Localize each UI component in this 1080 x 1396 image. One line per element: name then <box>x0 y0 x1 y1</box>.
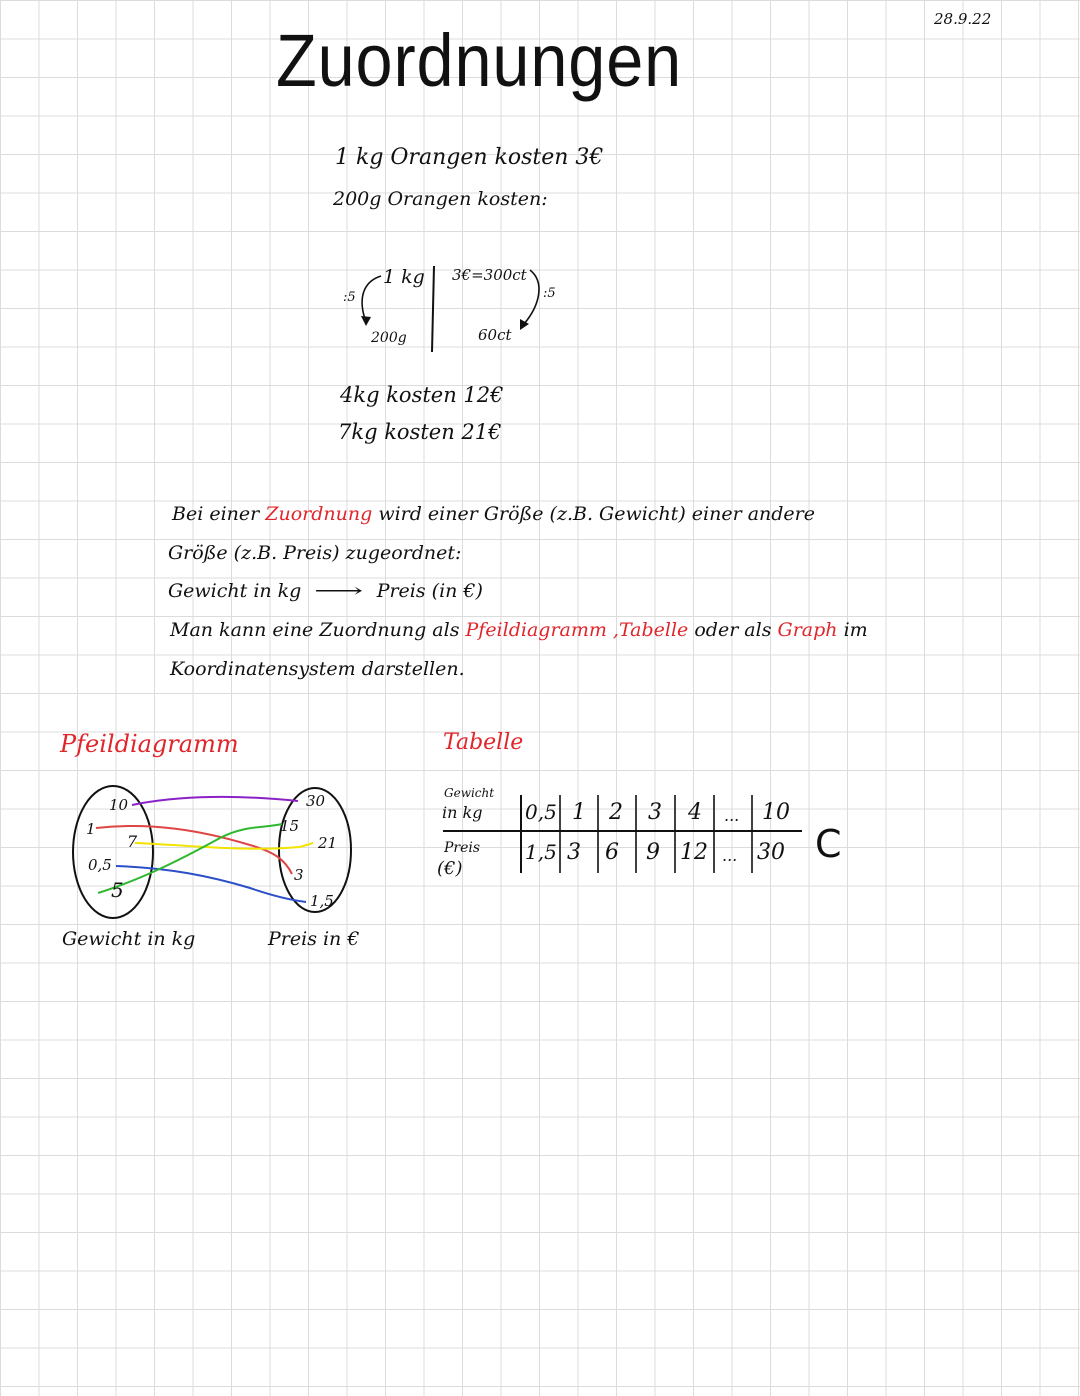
example-line-3: 4kg kosten 12€ <box>340 383 504 407</box>
range-value: 1,5 <box>310 892 334 910</box>
mapping-5-15 <box>98 824 282 893</box>
definition-text: Preis (in €) <box>376 580 483 602</box>
term-graph: Graph <box>777 619 838 641</box>
table-cell: 9 <box>646 840 660 865</box>
diagram-left-operator: :5 <box>343 290 356 305</box>
definition-text: oder als <box>694 619 772 641</box>
definition-text: wird einer Größe (z.B. Gewicht) einer andere <box>378 503 815 525</box>
domain-label: Gewicht in kg <box>62 928 196 950</box>
table-cell: 3 <box>648 800 662 825</box>
page-title: Zuordnungen <box>276 19 683 102</box>
example-divider <box>432 266 434 352</box>
table-row2-label-b: (€) <box>437 858 463 879</box>
range-label: Preis in € <box>268 928 360 950</box>
table-row1-label-a: Gewicht <box>444 786 495 800</box>
mapping-10-30 <box>132 797 298 805</box>
right-curved-arrow <box>524 270 539 324</box>
definition-line-2: Größe (z.B. Preis) zugeordnet: <box>168 542 462 564</box>
table-cell: ... <box>722 846 738 865</box>
definition-text: im <box>843 619 868 641</box>
range-value: 30 <box>306 792 326 810</box>
domain-value: 1 <box>86 820 96 838</box>
range-value: 15 <box>280 817 300 835</box>
left-curved-arrow <box>362 276 381 322</box>
table-cell: 12 <box>680 840 708 865</box>
range-value: 21 <box>318 834 338 852</box>
term-pfeildiagramm-tabelle: Pfeildiagramm ,Tabelle <box>465 619 689 641</box>
table-row2-label-a: Preis <box>444 840 481 856</box>
example-line-2: 200g Orangen kosten: <box>333 188 548 210</box>
definition-text: Bei einer <box>172 503 260 525</box>
tabelle-heading: Tabelle <box>443 730 524 755</box>
mapping-05-15 <box>116 866 306 902</box>
left-arrowhead-icon <box>361 316 371 326</box>
table-cell: 1 <box>572 800 586 825</box>
definition-text: Gewicht in kg <box>168 580 302 602</box>
example-line-1: 1 kg Orangen kosten 3€ <box>335 145 604 170</box>
date: 28.9.22 <box>934 10 992 28</box>
table-cell: 10 <box>762 800 790 825</box>
pfeildiagramm-heading: Pfeildiagramm <box>60 730 239 758</box>
example-line-4: 7kg kosten 21€ <box>338 420 502 444</box>
definition-text: Man kann eine Zuordnung als <box>170 619 460 641</box>
diagram-right-bottom: 60ct <box>478 326 512 344</box>
table-cell: 6 <box>605 840 619 865</box>
table-cell: ... <box>724 806 740 825</box>
mapping-7-21 <box>135 843 313 849</box>
diagram-right-operator: :5 <box>543 286 556 301</box>
table-cell: 1,5 <box>525 840 557 864</box>
diagram-right-top: 3€=300ct <box>452 266 527 284</box>
domain-value: 0,5 <box>88 856 112 874</box>
range-value: 3 <box>294 866 304 884</box>
domain-value: 10 <box>109 796 129 814</box>
table-cell: 2 <box>609 800 623 825</box>
table-cell: 3 <box>567 840 581 865</box>
table-cell: 30 <box>757 840 785 865</box>
table-cell: 4 <box>688 800 702 825</box>
term-zuordnung: Zuordnung <box>265 503 373 525</box>
table-cell: 0,5 <box>525 800 557 824</box>
definition-line-5: Koordinatensystem darstellen. <box>170 658 465 680</box>
diagram-left-top: 1 kg <box>383 266 425 288</box>
table-row1-label-b: in kg <box>442 803 483 822</box>
domain-value: 5 <box>111 878 124 902</box>
arrow-icon: ⟶ <box>314 580 364 602</box>
domain-value: 7 <box>127 832 138 851</box>
side-mark: C <box>815 822 842 866</box>
diagram-left-bottom: 200g <box>371 330 407 346</box>
